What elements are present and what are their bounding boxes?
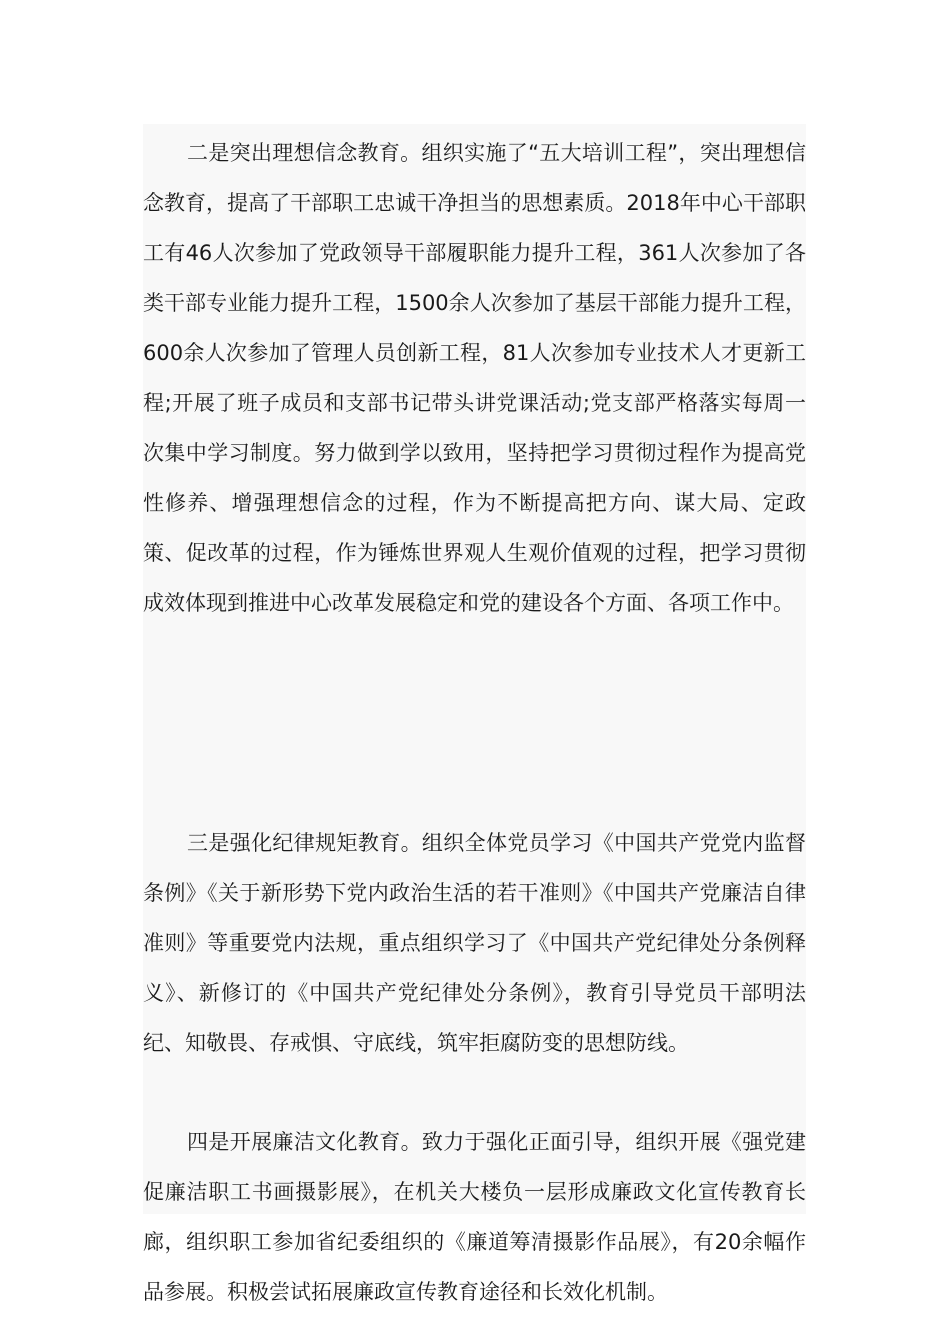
paragraph-integrity-culture: 四是开展廉洁文化教育。致力于强化正面引导，组织开展《强党建促廉洁职工书画摄影展》，在机关大楼负一层形成廉政文化宣传教育长廊，组织职工参加省纪委组织的《廉道筹清摄影作品展》，有20余幅作品参展。积极尝试拓展廉政宣传教育途径和长效化机制。 xyxy=(143,1130,806,1304)
paragraph-discipline-education: 三是强化纪律规矩教育。组织全体党员学习《中国共产党党内监督条例》《关于新形势下党内政治生活的若干准则》《中国共产党廉洁自律准则》等重要党内法规，重点组织学习了《中国共产党纪律处分条例释义》、新修订的《中国共产党纪律处分条例》，教育引导党员干部明法纪、知敬畏、存戒惧、守底线，筑牢拒腐防变的思想防线。 xyxy=(143,831,806,1055)
paragraph-ideals-education: 二是突出理想信念教育。组织实施了“五大培训工程”，突出理想信念教育，提高了干部职工忠诚干净担当的思想素质。2018年中心干部职工有46人次参加了党政领导干部履职能力提升工程，361人次参加了各类干部专业能力提升工程，1500余人次参加了基层干部能力提升工程，600余人次参加了管理人员创新工程，81人次参加专业技术人才更新工程;开展了班子成员和支部书记带头讲党课活动;党支部严格落实每周一次集中学习制度。努力做到学以致用，坚持把学习贯彻过程作为提高党性修养、增强理想信念的过程，作为不断提高把方向、谋大局、定政策、促改革的过程，作为锤炼世界观人生观价值观的过程，把学习贯彻成效体现到推进中心改革发展稳定和党的建设各个方面、各项工作中。 xyxy=(143,141,806,615)
document-body xyxy=(143,124,806,1304)
